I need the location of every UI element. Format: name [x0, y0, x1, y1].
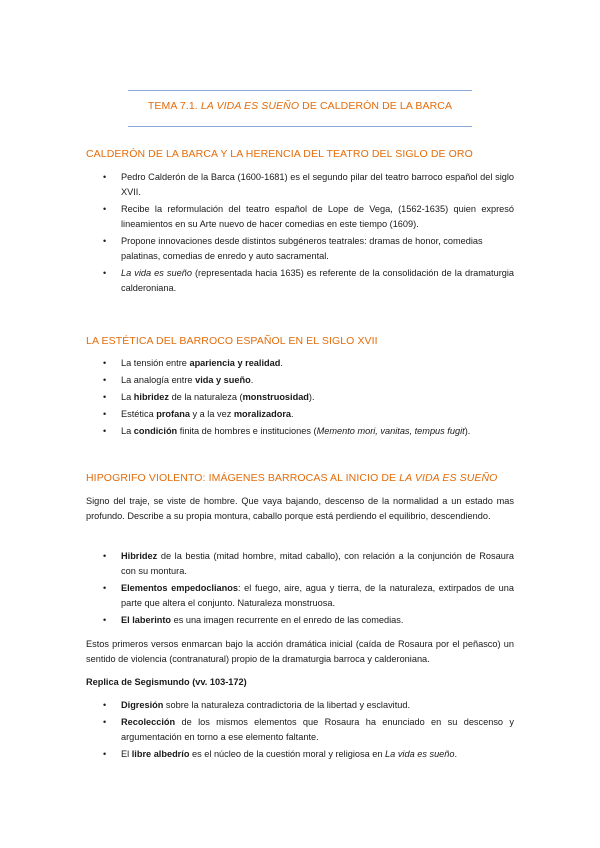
bullet-icon: •	[103, 615, 107, 625]
list-item: • La vida es sueño (representada hacia 1635) es referente de la consolidación de la dramaturgia calderoniana.	[103, 268, 515, 293]
bullet-icon: •	[103, 409, 107, 419]
title-rule-top	[128, 90, 472, 91]
section-calderon-list	[0, 170, 514, 298]
list-item: • El libre albedrío es el núcleo de la cuestión moral y religiosa en La vida es sueño.	[0, 747, 514, 762]
bullet-icon: •	[103, 375, 107, 385]
section-estetica-list	[0, 356, 514, 441]
section-heading-hipogrifo: HIPOGRIFO VIOLENTO: IMÁGENES BARROCAS AL INICIO DE LA VIDA ES SUEÑO	[86, 472, 498, 484]
bullet-icon: •	[103, 583, 107, 593]
section-heading-calderon: CALDERÓN DE LA BARCA Y LA HERENCIA DEL TEATRO DEL SIGLO DE ORO	[86, 148, 473, 160]
bullet-icon: •	[103, 268, 107, 278]
bullet-icon: •	[103, 749, 107, 759]
hipogrifo-closing-paragraph: Estos primeros versos enmarcan bajo la acción dramática inicial (caída de Rosaura por el peñasco) un sentido de violencia (contranatural) propio de la dramaturgia barroca y calderoniana.	[86, 639, 514, 664]
list-item: • Recolección de los mismos elementos que Rosaura ha enunciado en su descenso y argumentación en torno a ese elemento faltante.	[103, 717, 514, 742]
list-item: • La condición finita de hombres e instituciones (Memento mori, vanitas, tempus fugit).	[0, 424, 514, 439]
bullet-icon: •	[103, 172, 107, 182]
list-item: • Hibridez de la bestia (mitad hombre, mitad caballo), con relación a la conjunción de Rosaura con su montura.	[103, 551, 514, 576]
list-item: • Estética profana y a la vez moralizadora.	[0, 407, 514, 422]
list-item: • La analogía entre vida y sueño.	[0, 373, 514, 388]
list-item: • Pedro Calderón de la Barca (1600-1681) es el segundo pilar del teatro barroco español del siglo XVII.	[103, 172, 514, 197]
bullet-icon: •	[103, 700, 107, 710]
section-hipogrifo-list	[0, 549, 514, 630]
hipogrifo-intro-paragraph: Signo del traje, se viste de hombre. Que vaya bajando, descenso de la normalidad a un estado mas profundo. Describe a su propia montura, caballo porque está perdiendo el equilibrio, descendiendo.	[86, 496, 514, 521]
list-item: • La hibridez de la naturaleza (monstruosidad).	[0, 390, 514, 405]
bullet-icon: •	[103, 358, 107, 368]
bullet-icon: •	[103, 236, 107, 246]
document-title: TEMA 7.1. LA VIDA ES SUEÑO DE CALDERÓN DE LA BARCA	[147, 100, 453, 112]
list-item: • Recibe la reformulación del teatro español de Lope de Vega, (1562-1635) quien expresó lineamientos en su Arte nuevo de hacer comedias en este tiempo (1609).	[103, 204, 514, 229]
bullet-icon: •	[103, 551, 107, 561]
bullet-icon: •	[103, 717, 107, 727]
list-item: • Digresión sobre la naturaleza contradictoria de la libertad y esclavitud.	[0, 698, 514, 713]
title-rule-bottom	[128, 126, 472, 127]
list-item: • Elementos empedoclianos: el fuego, aire, agua y tierra, de la naturaleza, extirpados de una parte que altera el conjunto. Naturaleza monstruosa.	[103, 583, 514, 608]
bullet-icon: •	[103, 392, 107, 402]
list-item: • Propone innovaciones desde distintos subgéneros teatrales: dramas de honor, comedias palatinas, comedias de enredo y auto sacramental.	[103, 236, 483, 261]
section-heading-estetica: LA ESTÉTICA DEL BARROCO ESPAÑOL EN EL SIGLO XVII	[86, 335, 378, 347]
list-item: • El laberinto es una imagen recurrente en el enredo de las comedias.	[0, 613, 514, 628]
bullet-icon: •	[103, 204, 107, 214]
segismundo-list	[0, 698, 514, 764]
list-item: • La tensión entre apariencia y realidad.	[0, 356, 514, 371]
bullet-icon: •	[103, 426, 107, 436]
segismundo-subheading: Replica de Segismundo (vv. 103-172)	[86, 677, 247, 687]
